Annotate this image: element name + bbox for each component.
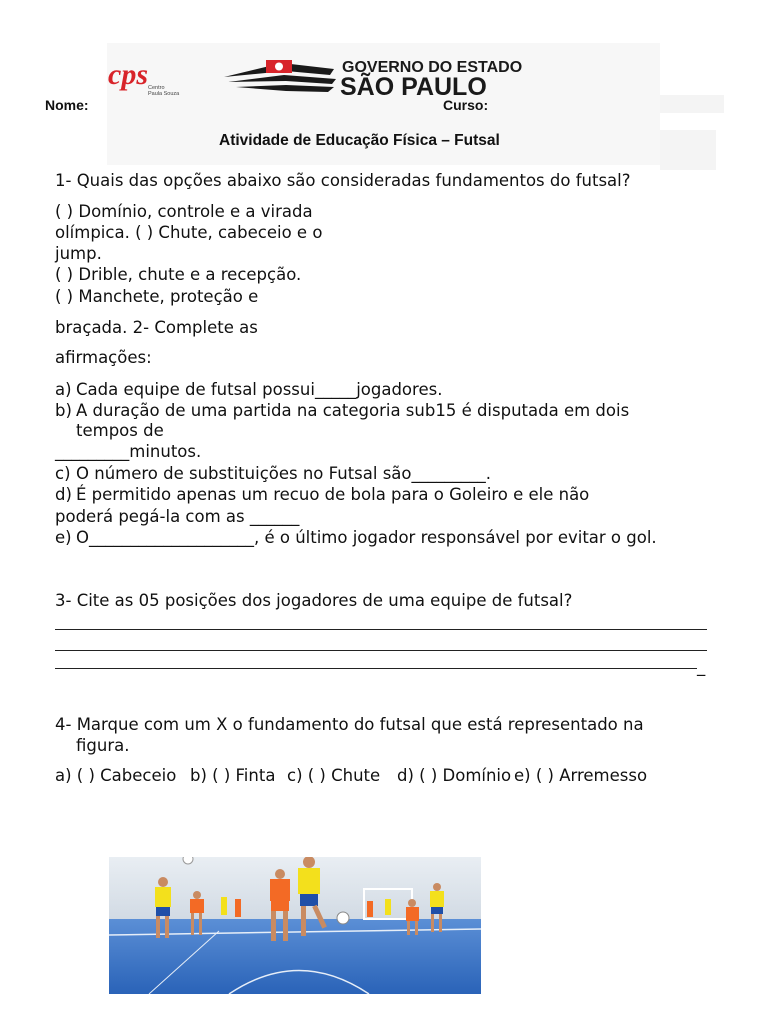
sp-emblem-icon [224, 60, 336, 92]
q2-c-letter: c) [55, 464, 71, 483]
q4-option-c[interactable]: c) ( ) Chute [287, 766, 381, 785]
answer-line-3[interactable] [55, 668, 697, 669]
q1-line-6: braçada. 2- Complete as [55, 318, 258, 337]
page-title: Atividade de Educação Física – Futsal [219, 132, 500, 149]
q1-line-7: afirmações: [55, 348, 152, 367]
q2-d-letter: d) [55, 485, 72, 504]
q2-a-letter: a) [55, 380, 72, 399]
q4-question-line-1: 4- Marque com um X o fundamento do futsal que está representado na [55, 715, 644, 734]
gov-line1: GOVERNO DO ESTADO [342, 59, 523, 76]
q2-d-text: É permitido apenas um recuo de bola para o Goleiro e ele não [76, 485, 590, 504]
q1-line-5: ( ) Manchete, proteção e [55, 287, 259, 306]
header-background-tail-2 [660, 130, 716, 170]
q1-line-4: ( ) Drible, chute e a recepção. [55, 265, 302, 284]
q2-d-text-2: poderá pegá-la com as ______ [55, 507, 300, 526]
q1-question: 1- Quais das opções abaixo são consideradas fundamentos do futsal? [55, 171, 631, 190]
q3-question: 3- Cite as 05 posições dos jogadores de uma equipe de futsal? [55, 591, 573, 610]
answer-line-1[interactable] [55, 629, 707, 630]
cps-logo-small-1: Centro [148, 85, 165, 91]
q4-option-e[interactable]: e) ( ) Arremesso [514, 766, 648, 785]
gov-sp-logo [222, 55, 602, 97]
q4-option-a[interactable]: a) ( ) Cabeceio [55, 766, 177, 785]
gov-line2: SÃO PAULO [340, 73, 487, 97]
q2-c-text: O número de substituições no Futsal são_________. [76, 464, 491, 483]
q2-b-text: A duração de uma partida na categoria sub15 é disputada em dois [76, 401, 630, 420]
q1-line-2: olímpica. ( ) Chute, cabeceio e o [55, 223, 323, 242]
q2-a-text: Cada equipe de futsal possui_____jogadores. [76, 380, 443, 399]
q4-option-d[interactable]: d) ( ) Domínio [397, 766, 512, 785]
cps-logo-small-2: Paula Souza [148, 91, 180, 96]
answer-line-3-end: _ [697, 657, 706, 676]
cps-logo-text: cps [108, 60, 148, 91]
q2-e-letter: e) [55, 528, 72, 547]
q1-line-3: jump. [55, 244, 102, 263]
q2-b-text-3: _________minutos. [55, 442, 202, 461]
answer-line-2[interactable] [55, 650, 707, 651]
cps-logo [108, 60, 203, 96]
q4-option-b[interactable]: b) ( ) Finta [190, 766, 276, 785]
q1-line-1: ( ) Domínio, controle e a virada [55, 202, 313, 221]
q4-question-line-2: figura. [76, 736, 130, 755]
q2-e-text: O____________________, é o último jogador responsável por evitar o gol. [76, 528, 657, 547]
q2-b-text-2: tempos de [76, 421, 164, 440]
curso-label: Curso: [443, 97, 489, 113]
futsal-photo [109, 857, 481, 994]
q2-b-letter: b) [55, 401, 72, 420]
header-background-tail [660, 95, 724, 113]
nome-label: Nome: [45, 97, 89, 113]
